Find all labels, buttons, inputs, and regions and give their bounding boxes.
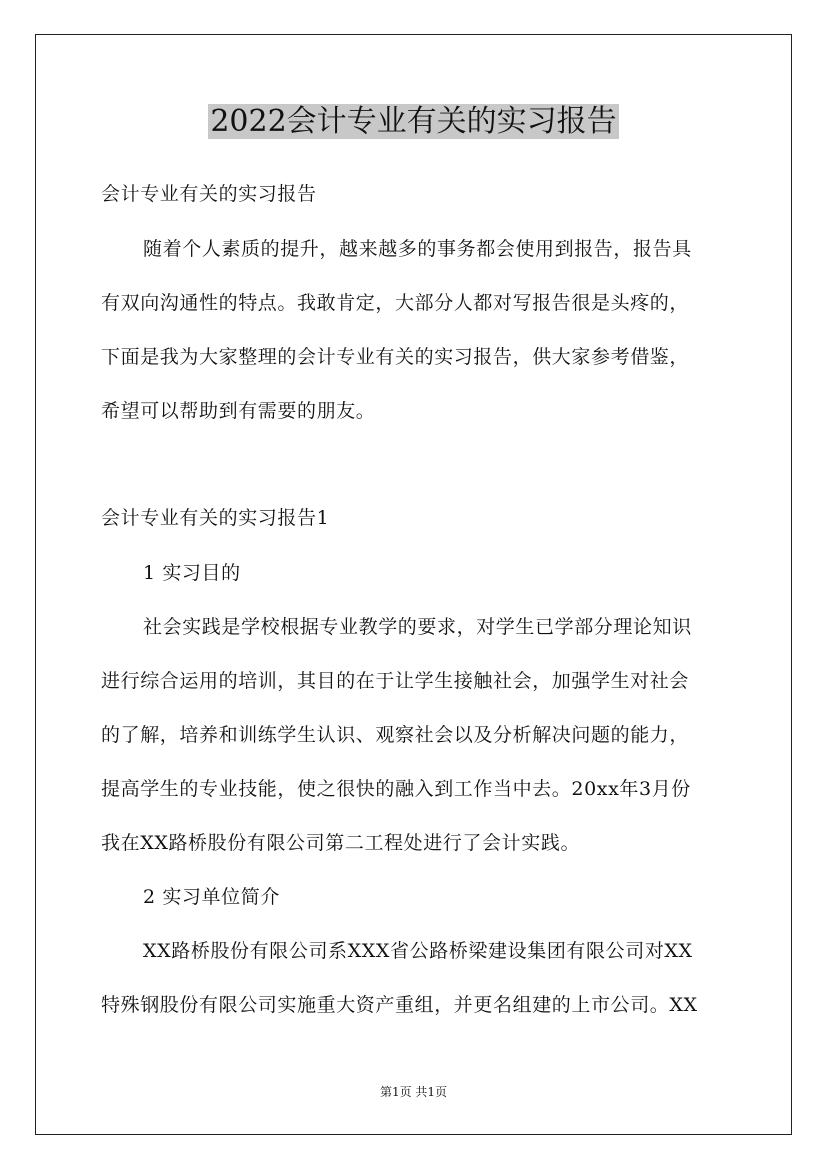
paragraph-line: 社会实践是学校根据专业教学的要求，对学生已学部分理论知识 [143,616,692,638]
paragraph-line: 我在XX路桥股份有限公司第二工程处进行了会计实践。 [101,832,581,854]
paragraph-line: 特殊钢股份有限公司实施重大资产重组，并更名组建的上市公司。XX [101,994,698,1016]
paragraph-line: 的了解，培养和训练学生认识、观察社会以及分析解决问题的能力， [101,724,690,746]
document-title-text: 2022会计专业有关的实习报告 [210,104,617,139]
paragraph-line: XX路桥股份有限公司系XXX省公路桥梁建设集团有限公司对XX [143,940,693,962]
section-heading: 1 实习目的 [143,562,241,584]
intro-line: 希望可以帮助到有需要的朋友。 [101,400,376,422]
report-body [101,546,729,1032]
page-number: 第1页 共1页 [379,1085,448,1099]
paragraph-line: 进行综合运用的培训，其目的在于让学生接触社会，加强学生对社会 [101,670,690,692]
document-subtitle: 会计专业有关的实习报告 [101,183,317,205]
paragraph-line: 提高学生的专业技能，使之很快的融入到工作当中去。20xx年3月份 [101,778,691,800]
intro-line: 下面是我为大家整理的会计专业有关的实习报告，供大家参考借鉴， [101,346,690,368]
intro-line: 有双向沟通性的特点。我敢肯定，大部分人都对写报告很是头疼的， [101,292,690,314]
intro-paragraph [101,222,729,438]
intro-line: 随着个人素质的提升，越来越多的事务都会使用到报告，报告具 [143,238,692,260]
document-title [0,100,827,144]
section-heading: 2 实习单位简介 [143,886,280,908]
section-title: 会计专业有关的实习报告1 [101,507,330,529]
